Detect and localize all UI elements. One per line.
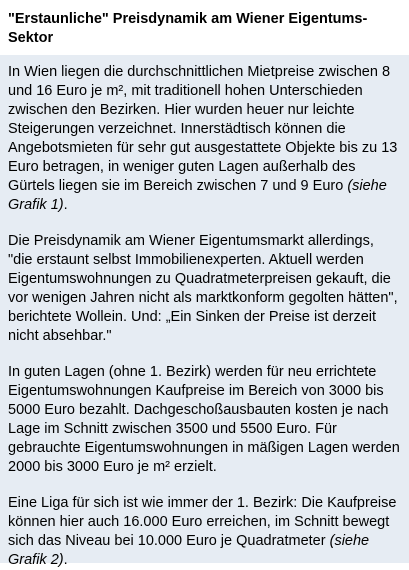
paragraph-text: In guten Lagen (ohne 1. Bezirk) werden für neu errichtete Eigentumswohnungen Kaufpreise im Bereich von 3000 bis 5000 Euro bezahlt. Dachgeschoßausbauten kosten je nach Lage im Schnitt zwischen 3500 und 5500 Euro. Für gebrauchte Eigentumswohnungen in mäßigen Lagen werden 2000 bis 3000 Euro je m² erzielt.	[8, 364, 400, 475]
headline-box	[0, 0, 409, 55]
graphic-reference-2: (siehe Grafik 2)	[8, 533, 370, 568]
paragraph-tail: .	[63, 552, 68, 568]
paragraph-tail: .	[63, 197, 68, 213]
paragraph-text: Eine Liga für sich ist wie immer der 1. Bezirk: Die Kaufpreise können hier auch 16.000 Euro erreichen, im Schnitt bewegt sich das Niveau bei 10.000 Euro je Quadratmeter	[8, 495, 397, 549]
graphic-reference-1: (siehe Grafik 1)	[8, 178, 387, 213]
paragraph-purchase-prices	[8, 346, 401, 477]
paragraph-text: In Wien liegen die durchschnittlichen Mietpreise zwischen 8 und 16 Euro je m², mit traditionell hohen Unterschieden zwischen den Bezirken. Hier wurden heuer nur leichte Steigerungen verzeichnet. Innerstädtisch können die Angebotsmieten für sehr gut ausgestattete Objekte bis zu 13 Euro betragen, in weniger guten Lagen außerhalb des Gürtels liegen sie im Bereich zwischen 7 und 9 Euro	[8, 64, 398, 194]
paragraph-first-district	[8, 477, 401, 570]
paragraph-price-dynamics	[8, 215, 401, 346]
article-body	[0, 55, 409, 568]
paragraph-text: Die Preisdynamik am Wiener Eigentumsmarkt allerdings, "die erstaunt selbst Immobilienexperten. Aktuell werden Eigentumswohnungen zu Quadratmeterpreisen gekauft, die vor wenigen Jahren nicht als marktkonform gegolten hätten", berichtete Wollein. Und: „Ein Sinken der Preise ist derzeit nicht absehbar."	[8, 233, 398, 344]
article-headline: "Erstaunliche" Preisdynamik am Wiener Eigentums-Sektor	[8, 11, 368, 46]
paragraph-rental-prices	[8, 55, 401, 215]
